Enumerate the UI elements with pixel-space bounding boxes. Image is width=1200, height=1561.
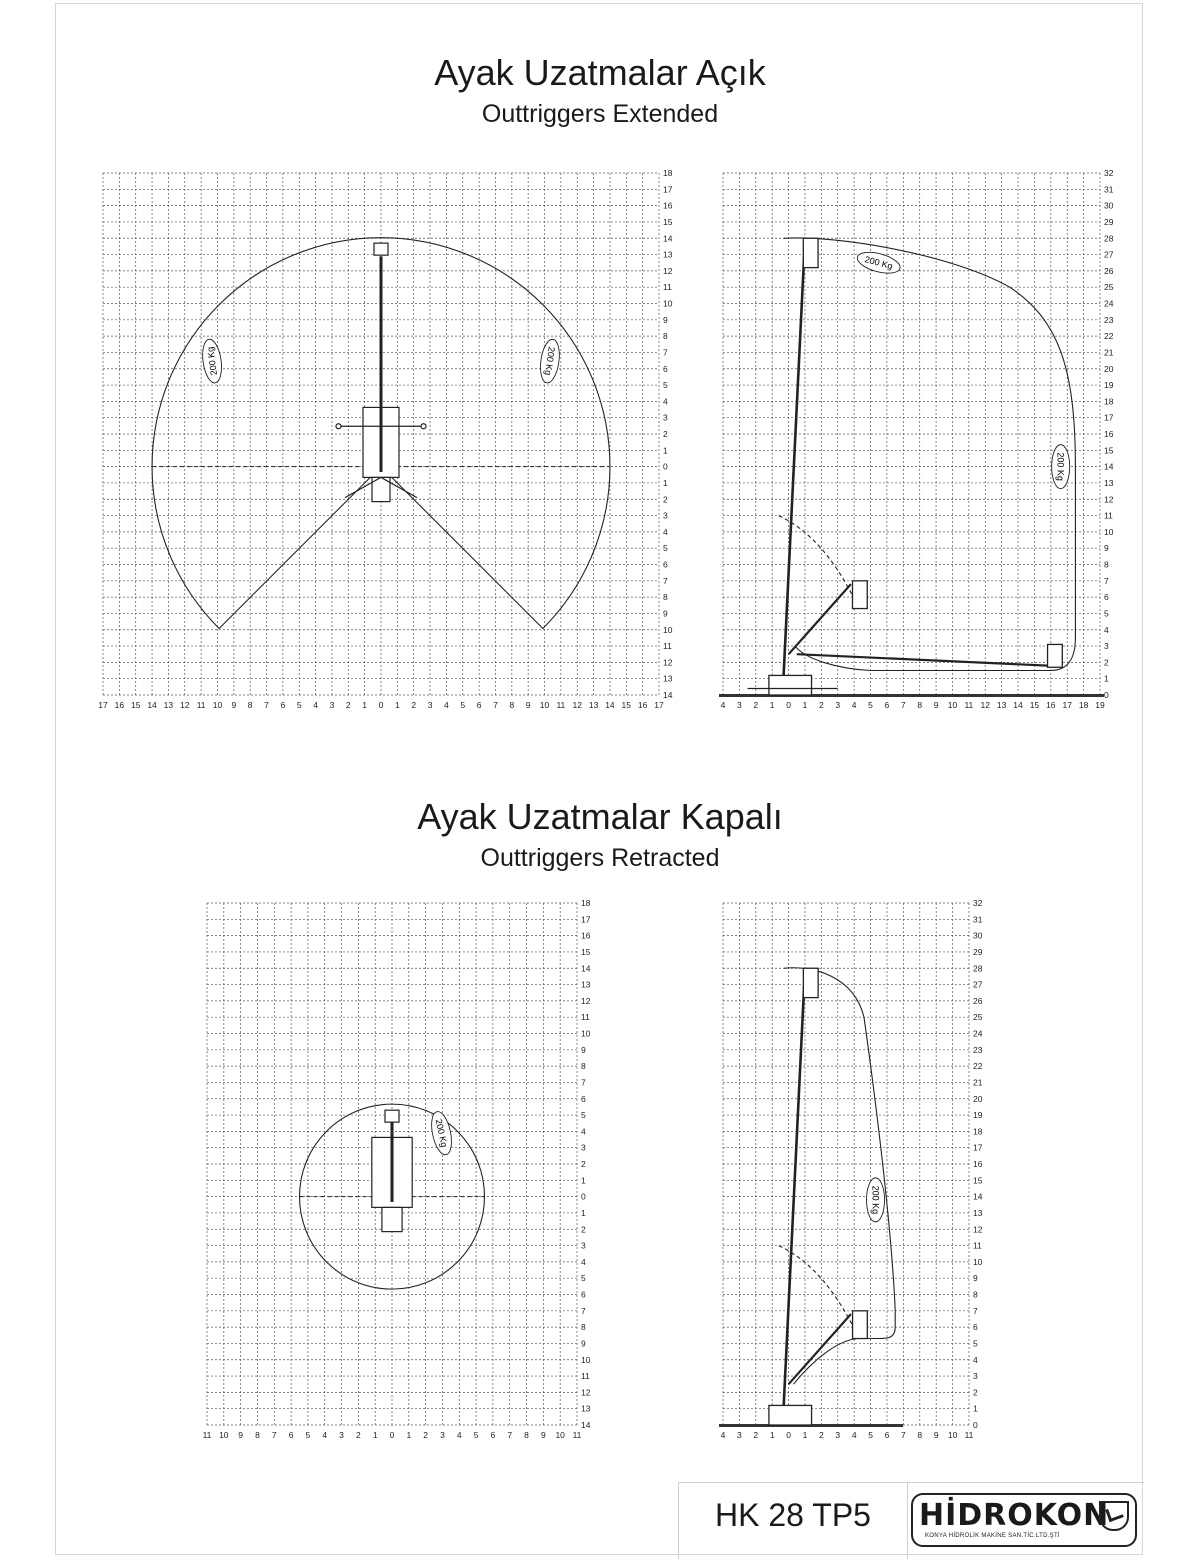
y-tick-label: 3 xyxy=(973,1371,978,1382)
x-tick-label: 11 xyxy=(202,1430,212,1440)
x-tick-label: 9 xyxy=(540,1430,546,1440)
x-tick-label: 9 xyxy=(231,700,237,710)
x-tick-label: 3 xyxy=(427,700,433,710)
x-tick-label: 18 xyxy=(1078,700,1089,710)
load-label: 200 Kg xyxy=(870,1185,881,1215)
main-boom xyxy=(784,968,805,1405)
x-tick-label: 2 xyxy=(411,700,417,710)
retracted-top-view xyxy=(203,898,591,1440)
y-tick-label: 13 xyxy=(663,673,673,684)
x-tick-label: 8 xyxy=(255,1430,260,1440)
x-tick-label: 14 xyxy=(605,700,615,710)
working-envelope xyxy=(779,968,895,1384)
x-tick-label: 2 xyxy=(345,700,351,710)
y-tick-label: 11 xyxy=(973,1240,982,1251)
x-tick-label: 6 xyxy=(490,1430,496,1440)
y-tick-label: 7 xyxy=(973,1305,978,1316)
y-tick-label: 27 xyxy=(1104,249,1114,260)
x-tick-label: 15 xyxy=(130,700,141,710)
x-tick-label: 5 xyxy=(305,1430,311,1440)
y-tick-label: 12 xyxy=(663,657,673,668)
y-tick-label: 8 xyxy=(581,1322,586,1333)
load-label-group xyxy=(538,338,562,384)
basket xyxy=(374,243,388,255)
x-tick-label: 4 xyxy=(322,1430,328,1440)
x-tick-label: 14 xyxy=(147,700,157,710)
y-tick-label: 15 xyxy=(973,1175,983,1186)
x-tick-label: 1 xyxy=(802,1430,808,1440)
grid xyxy=(723,903,969,1425)
y-tick-label: 9 xyxy=(581,1338,586,1349)
y-tick-label: 19 xyxy=(973,1110,983,1121)
y-tick-label: 2 xyxy=(581,1159,586,1169)
y-tick-label: 14 xyxy=(973,1191,983,1202)
load-label-group xyxy=(855,248,902,277)
x-tick-label: 11 xyxy=(572,1430,582,1440)
x-tick-label: 0 xyxy=(389,1430,395,1440)
x-tick-label: 11 xyxy=(964,1430,974,1440)
x-tick-label: 2 xyxy=(818,700,824,710)
y-tick-label: 10 xyxy=(1104,526,1114,537)
y-tick-label: 6 xyxy=(663,559,668,570)
y-tick-label: 16 xyxy=(581,930,591,941)
y-tick-label: 2 xyxy=(663,429,668,439)
x-tick-label: 6 xyxy=(280,700,286,710)
y-tick-label: 12 xyxy=(1104,494,1114,505)
x-tick-label: 6 xyxy=(476,700,482,710)
x-tick-label: 6 xyxy=(288,1430,294,1440)
x-tick-label: 4 xyxy=(851,700,857,710)
y-tick-label: 20 xyxy=(1104,363,1114,374)
y-tick-label: 10 xyxy=(581,1028,591,1039)
basket-far xyxy=(1048,644,1063,667)
y-tick-label: 1 xyxy=(973,1403,978,1414)
hook-icon xyxy=(1099,1501,1129,1531)
y-tick-label: 6 xyxy=(1104,592,1109,603)
x-tick-label: 16 xyxy=(114,700,125,710)
y-tick-label: 6 xyxy=(581,1289,586,1300)
y-tick-label: 21 xyxy=(1104,347,1114,358)
y-tick-label: 8 xyxy=(1104,559,1109,570)
basket-top xyxy=(803,968,818,997)
x-tick-label: 5 xyxy=(473,1430,479,1440)
x-tick-label: 5 xyxy=(296,700,302,710)
x-tick-label: 3 xyxy=(737,1430,742,1440)
x-tick-label: 3 xyxy=(440,1430,445,1440)
brand-logo xyxy=(911,1493,1137,1547)
x-tick-label: 9 xyxy=(933,1430,939,1440)
load-label: 200 Kg xyxy=(542,346,557,376)
x-tick-label: 16 xyxy=(637,700,648,710)
y-tick-label: 18 xyxy=(973,1126,983,1137)
y-tick-label: 1 xyxy=(663,477,668,488)
y-tick-label: 7 xyxy=(1104,575,1109,586)
x-tick-label: 17 xyxy=(654,700,664,710)
x-tick-label: 4 xyxy=(313,700,318,710)
y-tick-label: 22 xyxy=(973,1061,983,1072)
section-subtitle-retracted: Outtriggers Retracted xyxy=(480,844,720,872)
working-envelope xyxy=(779,238,1076,671)
x-tick-label: 2 xyxy=(355,1430,361,1440)
x-tick-label: 10 xyxy=(947,1430,958,1440)
y-tick-label: 9 xyxy=(973,1273,978,1284)
y-tick-label: 3 xyxy=(581,1142,586,1153)
y-tick-label: 10 xyxy=(663,298,673,309)
x-tick-label: 4 xyxy=(444,700,449,710)
y-tick-label: 16 xyxy=(663,200,673,211)
y-tick-label: 7 xyxy=(663,575,668,586)
y-tick-label: 12 xyxy=(663,265,673,276)
y-tick-label: 12 xyxy=(581,995,591,1006)
load-label-group xyxy=(1052,445,1070,489)
y-tick-label: 11 xyxy=(1104,510,1113,521)
y-tick-label: 28 xyxy=(973,963,983,974)
brand-name: HİDROKON xyxy=(919,1498,1110,1533)
x-tick-label: 4 xyxy=(456,1430,462,1440)
x-tick-label: 1 xyxy=(802,700,808,710)
y-tick-label: 0 xyxy=(663,461,668,472)
x-tick-label: 10 xyxy=(555,1430,565,1440)
x-tick-label: 5 xyxy=(868,1430,873,1440)
x-tick-label: 2 xyxy=(753,700,759,710)
y-tick-label: 5 xyxy=(581,1273,586,1284)
y-tick-label: 10 xyxy=(663,624,673,635)
x-tick-label: 16 xyxy=(1046,700,1056,710)
y-tick-label: 22 xyxy=(1104,331,1114,342)
x-tick-label: 10 xyxy=(219,1430,229,1440)
y-tick-label: 15 xyxy=(581,946,591,957)
y-tick-label: 9 xyxy=(1104,543,1109,554)
section-subtitle-extended: Outtriggers Extended xyxy=(481,100,719,128)
y-tick-label: 4 xyxy=(581,1256,586,1267)
y-tick-label: 6 xyxy=(973,1322,978,1333)
x-tick-label: 9 xyxy=(238,1430,244,1440)
x-tick-label: 5 xyxy=(868,700,873,710)
turret-base xyxy=(769,675,812,695)
x-tick-label: 0 xyxy=(378,700,384,710)
y-tick-label: 17 xyxy=(973,1142,983,1153)
tick-labels xyxy=(721,168,1114,710)
jib-boom xyxy=(789,1314,851,1384)
y-tick-label: 5 xyxy=(1104,608,1109,619)
y-tick-label: 21 xyxy=(973,1077,983,1088)
x-tick-label: 15 xyxy=(1029,700,1040,710)
section-title-extended: Ayak Uzatmalar Açık xyxy=(434,52,766,93)
x-tick-label: 17 xyxy=(98,700,108,710)
x-tick-label: 3 xyxy=(835,1430,841,1440)
y-tick-label: 16 xyxy=(1104,429,1114,439)
y-tick-label: 3 xyxy=(663,510,668,521)
y-tick-label: 31 xyxy=(973,914,983,925)
x-tick-label: 7 xyxy=(900,700,906,710)
y-tick-label: 18 xyxy=(1104,396,1114,407)
y-tick-label: 19 xyxy=(1104,380,1114,391)
y-tick-label: 0 xyxy=(973,1420,978,1430)
y-tick-label: 0 xyxy=(1104,690,1109,700)
x-tick-label: 1 xyxy=(394,700,400,710)
x-tick-label: 3 xyxy=(835,700,841,710)
y-tick-label: 23 xyxy=(973,1044,983,1055)
x-tick-label: 0 xyxy=(786,700,791,710)
y-tick-label: 2 xyxy=(973,1387,978,1398)
y-tick-label: 20 xyxy=(973,1093,983,1104)
x-tick-label: 6 xyxy=(884,1430,890,1440)
y-tick-label: 6 xyxy=(581,1093,586,1104)
basket-top xyxy=(803,238,818,267)
x-tick-label: 8 xyxy=(524,1430,529,1440)
y-tick-label: 4 xyxy=(1104,624,1109,635)
x-tick-label: 1 xyxy=(362,700,368,710)
y-tick-label: 11 xyxy=(663,282,672,293)
load-label: 200 Kg xyxy=(433,1118,450,1149)
x-tick-label: 9 xyxy=(933,700,939,710)
y-tick-label: 4 xyxy=(663,526,668,537)
x-tick-label: 10 xyxy=(539,700,550,710)
title-block xyxy=(678,1482,1144,1559)
cab xyxy=(382,1207,402,1231)
y-tick-label: 1 xyxy=(581,1207,586,1218)
load-label: 200 Kg xyxy=(1055,452,1066,481)
x-tick-label: 10 xyxy=(947,700,958,710)
y-tick-label: 9 xyxy=(663,314,668,325)
x-tick-label: 9 xyxy=(525,700,531,710)
y-tick-label: 26 xyxy=(973,995,983,1006)
title-block-divider xyxy=(907,1483,908,1559)
load-label-group xyxy=(200,338,224,384)
y-tick-label: 23 xyxy=(1104,314,1114,325)
x-tick-label: 2 xyxy=(753,1430,759,1440)
y-tick-label: 5 xyxy=(581,1110,586,1121)
x-tick-label: 1 xyxy=(769,1430,775,1440)
y-tick-label: 30 xyxy=(1104,200,1114,211)
x-tick-label: 3 xyxy=(339,1430,344,1440)
y-tick-label: 7 xyxy=(581,1077,586,1088)
y-tick-label: 5 xyxy=(663,380,668,391)
y-tick-label: 12 xyxy=(581,1387,591,1398)
y-tick-label: 17 xyxy=(581,914,591,925)
y-tick-label: 26 xyxy=(1104,265,1114,276)
x-tick-label: 4 xyxy=(851,1430,857,1440)
load-label: 200 Kg xyxy=(205,346,220,376)
y-tick-label: 11 xyxy=(581,1371,590,1382)
load-label-group xyxy=(428,1110,455,1157)
x-tick-label: 12 xyxy=(572,700,582,710)
y-tick-label: 14 xyxy=(663,233,673,244)
y-tick-label: 3 xyxy=(1104,641,1109,652)
x-tick-label: 5 xyxy=(460,700,466,710)
y-tick-label: 5 xyxy=(663,543,668,554)
x-tick-label: 6 xyxy=(884,700,890,710)
model-name: HK 28 TP5 xyxy=(715,1497,871,1533)
y-tick-label: 2 xyxy=(663,494,668,505)
y-tick-label: 2 xyxy=(581,1224,586,1235)
x-tick-label: 7 xyxy=(507,1430,513,1440)
y-tick-label: 5 xyxy=(973,1338,978,1349)
y-tick-label: 13 xyxy=(581,979,591,990)
y-tick-label: 14 xyxy=(663,690,673,700)
x-tick-label: 2 xyxy=(423,1430,429,1440)
y-tick-label: 8 xyxy=(581,1061,586,1072)
y-tick-label: 3 xyxy=(663,412,668,423)
y-tick-label: 8 xyxy=(663,592,668,603)
y-tick-label: 10 xyxy=(581,1354,591,1365)
x-tick-label: 10 xyxy=(212,700,223,710)
y-tick-label: 11 xyxy=(663,641,672,652)
y-tick-label: 24 xyxy=(1104,298,1114,309)
y-tick-label: 29 xyxy=(1104,216,1114,227)
x-tick-label: 12 xyxy=(180,700,190,710)
x-tick-label: 8 xyxy=(509,700,515,710)
extended-top-view xyxy=(98,168,672,710)
y-tick-label: 11 xyxy=(581,1012,590,1023)
vehicle-top xyxy=(372,1110,412,1231)
x-tick-label: 13 xyxy=(996,700,1007,710)
brand-subtitle: KONYA HİDROLİK MAKİNE SAN.TİC.LTD.ŞTİ xyxy=(925,1533,1060,1539)
y-tick-label: 29 xyxy=(973,946,983,957)
retracted-side-view xyxy=(719,898,983,1440)
outrigger-foot xyxy=(336,424,341,429)
vehicle-top xyxy=(336,243,426,501)
x-tick-label: 17 xyxy=(1062,700,1072,710)
y-tick-label: 18 xyxy=(663,168,673,178)
y-tick-label: 8 xyxy=(663,331,668,342)
y-tick-label: 7 xyxy=(581,1305,586,1316)
outrigger-foot xyxy=(421,424,426,429)
x-tick-label: 4 xyxy=(720,1430,726,1440)
basket-mid xyxy=(853,1311,868,1339)
x-tick-label: 3 xyxy=(737,700,742,710)
x-tick-label: 1 xyxy=(769,700,775,710)
y-tick-label: 25 xyxy=(1104,282,1114,293)
y-tick-label: 13 xyxy=(663,249,673,260)
y-tick-label: 31 xyxy=(1104,184,1114,195)
y-tick-label: 27 xyxy=(973,979,983,990)
x-tick-label: 14 xyxy=(1013,700,1023,710)
x-tick-label: 7 xyxy=(901,1430,906,1440)
x-tick-label: 2 xyxy=(819,1430,824,1440)
y-tick-label: 1 xyxy=(581,1175,586,1186)
horizontal-boom xyxy=(797,654,1048,665)
y-tick-label: 14 xyxy=(581,1420,591,1430)
x-tick-label: 11 xyxy=(196,700,206,710)
x-tick-label: 7 xyxy=(264,700,269,710)
x-tick-label: 19 xyxy=(1095,700,1105,710)
y-tick-label: 16 xyxy=(973,1159,983,1169)
x-tick-label: 7 xyxy=(493,700,498,710)
y-tick-label: 4 xyxy=(663,396,668,407)
y-tick-label: 0 xyxy=(581,1191,586,1202)
y-tick-label: 9 xyxy=(663,608,668,619)
y-tick-label: 32 xyxy=(973,898,983,908)
load-label-group xyxy=(867,1178,885,1222)
x-tick-label: 8 xyxy=(917,1430,923,1440)
turret-base xyxy=(769,1405,812,1425)
tick-labels xyxy=(721,898,983,1440)
y-tick-label: 8 xyxy=(973,1289,978,1300)
reach-envelope xyxy=(784,238,1076,671)
section-title-retracted: Ayak Uzatmalar Kapalı xyxy=(417,796,783,837)
x-tick-label: 13 xyxy=(163,700,174,710)
y-tick-label: 1 xyxy=(663,445,668,456)
y-tick-label: 6 xyxy=(663,363,668,374)
y-tick-label: 10 xyxy=(973,1256,983,1267)
y-tick-label: 3 xyxy=(581,1240,586,1251)
extended-side-view xyxy=(719,168,1114,710)
reach-envelope xyxy=(784,968,896,1384)
y-tick-label: 13 xyxy=(581,1403,591,1414)
y-tick-label: 4 xyxy=(581,1126,586,1137)
y-tick-label: 30 xyxy=(973,930,983,941)
y-tick-label: 17 xyxy=(1104,412,1114,423)
x-tick-label: 11 xyxy=(556,700,566,710)
x-tick-label: 15 xyxy=(621,700,632,710)
y-tick-label: 9 xyxy=(581,1044,586,1055)
x-tick-label: 8 xyxy=(917,700,923,710)
x-tick-label: 4 xyxy=(720,700,726,710)
x-tick-label: 3 xyxy=(329,700,335,710)
basket-mid xyxy=(852,581,867,609)
x-tick-label: 13 xyxy=(588,700,599,710)
y-tick-label: 17 xyxy=(663,184,673,195)
jib-boom xyxy=(789,584,851,654)
main-boom xyxy=(784,238,805,675)
y-tick-label: 25 xyxy=(973,1012,983,1023)
y-tick-label: 14 xyxy=(581,963,591,974)
y-tick-label: 2 xyxy=(1104,657,1109,668)
x-tick-label: 1 xyxy=(372,1430,378,1440)
y-tick-label: 28 xyxy=(1104,233,1114,244)
x-tick-label: 7 xyxy=(271,1430,277,1440)
y-tick-label: 4 xyxy=(973,1354,978,1365)
y-tick-label: 15 xyxy=(663,216,673,227)
y-tick-label: 13 xyxy=(1104,477,1114,488)
grid xyxy=(723,173,1100,695)
basket xyxy=(385,1110,399,1122)
y-tick-label: 24 xyxy=(973,1028,983,1039)
x-tick-label: 0 xyxy=(786,1430,791,1440)
y-tick-label: 14 xyxy=(1104,461,1114,472)
x-tick-label: 11 xyxy=(964,700,974,710)
y-tick-label: 15 xyxy=(1104,445,1114,456)
y-tick-label: 1 xyxy=(1104,673,1109,684)
x-tick-label: 12 xyxy=(980,700,990,710)
load-label: 200 Kg xyxy=(863,254,894,272)
y-tick-label: 32 xyxy=(1104,168,1114,178)
x-tick-label: 8 xyxy=(247,700,253,710)
y-tick-label: 7 xyxy=(663,347,668,358)
y-tick-label: 12 xyxy=(973,1224,983,1235)
y-tick-label: 13 xyxy=(973,1207,983,1218)
x-tick-label: 1 xyxy=(406,1430,412,1440)
y-tick-label: 18 xyxy=(581,898,591,908)
